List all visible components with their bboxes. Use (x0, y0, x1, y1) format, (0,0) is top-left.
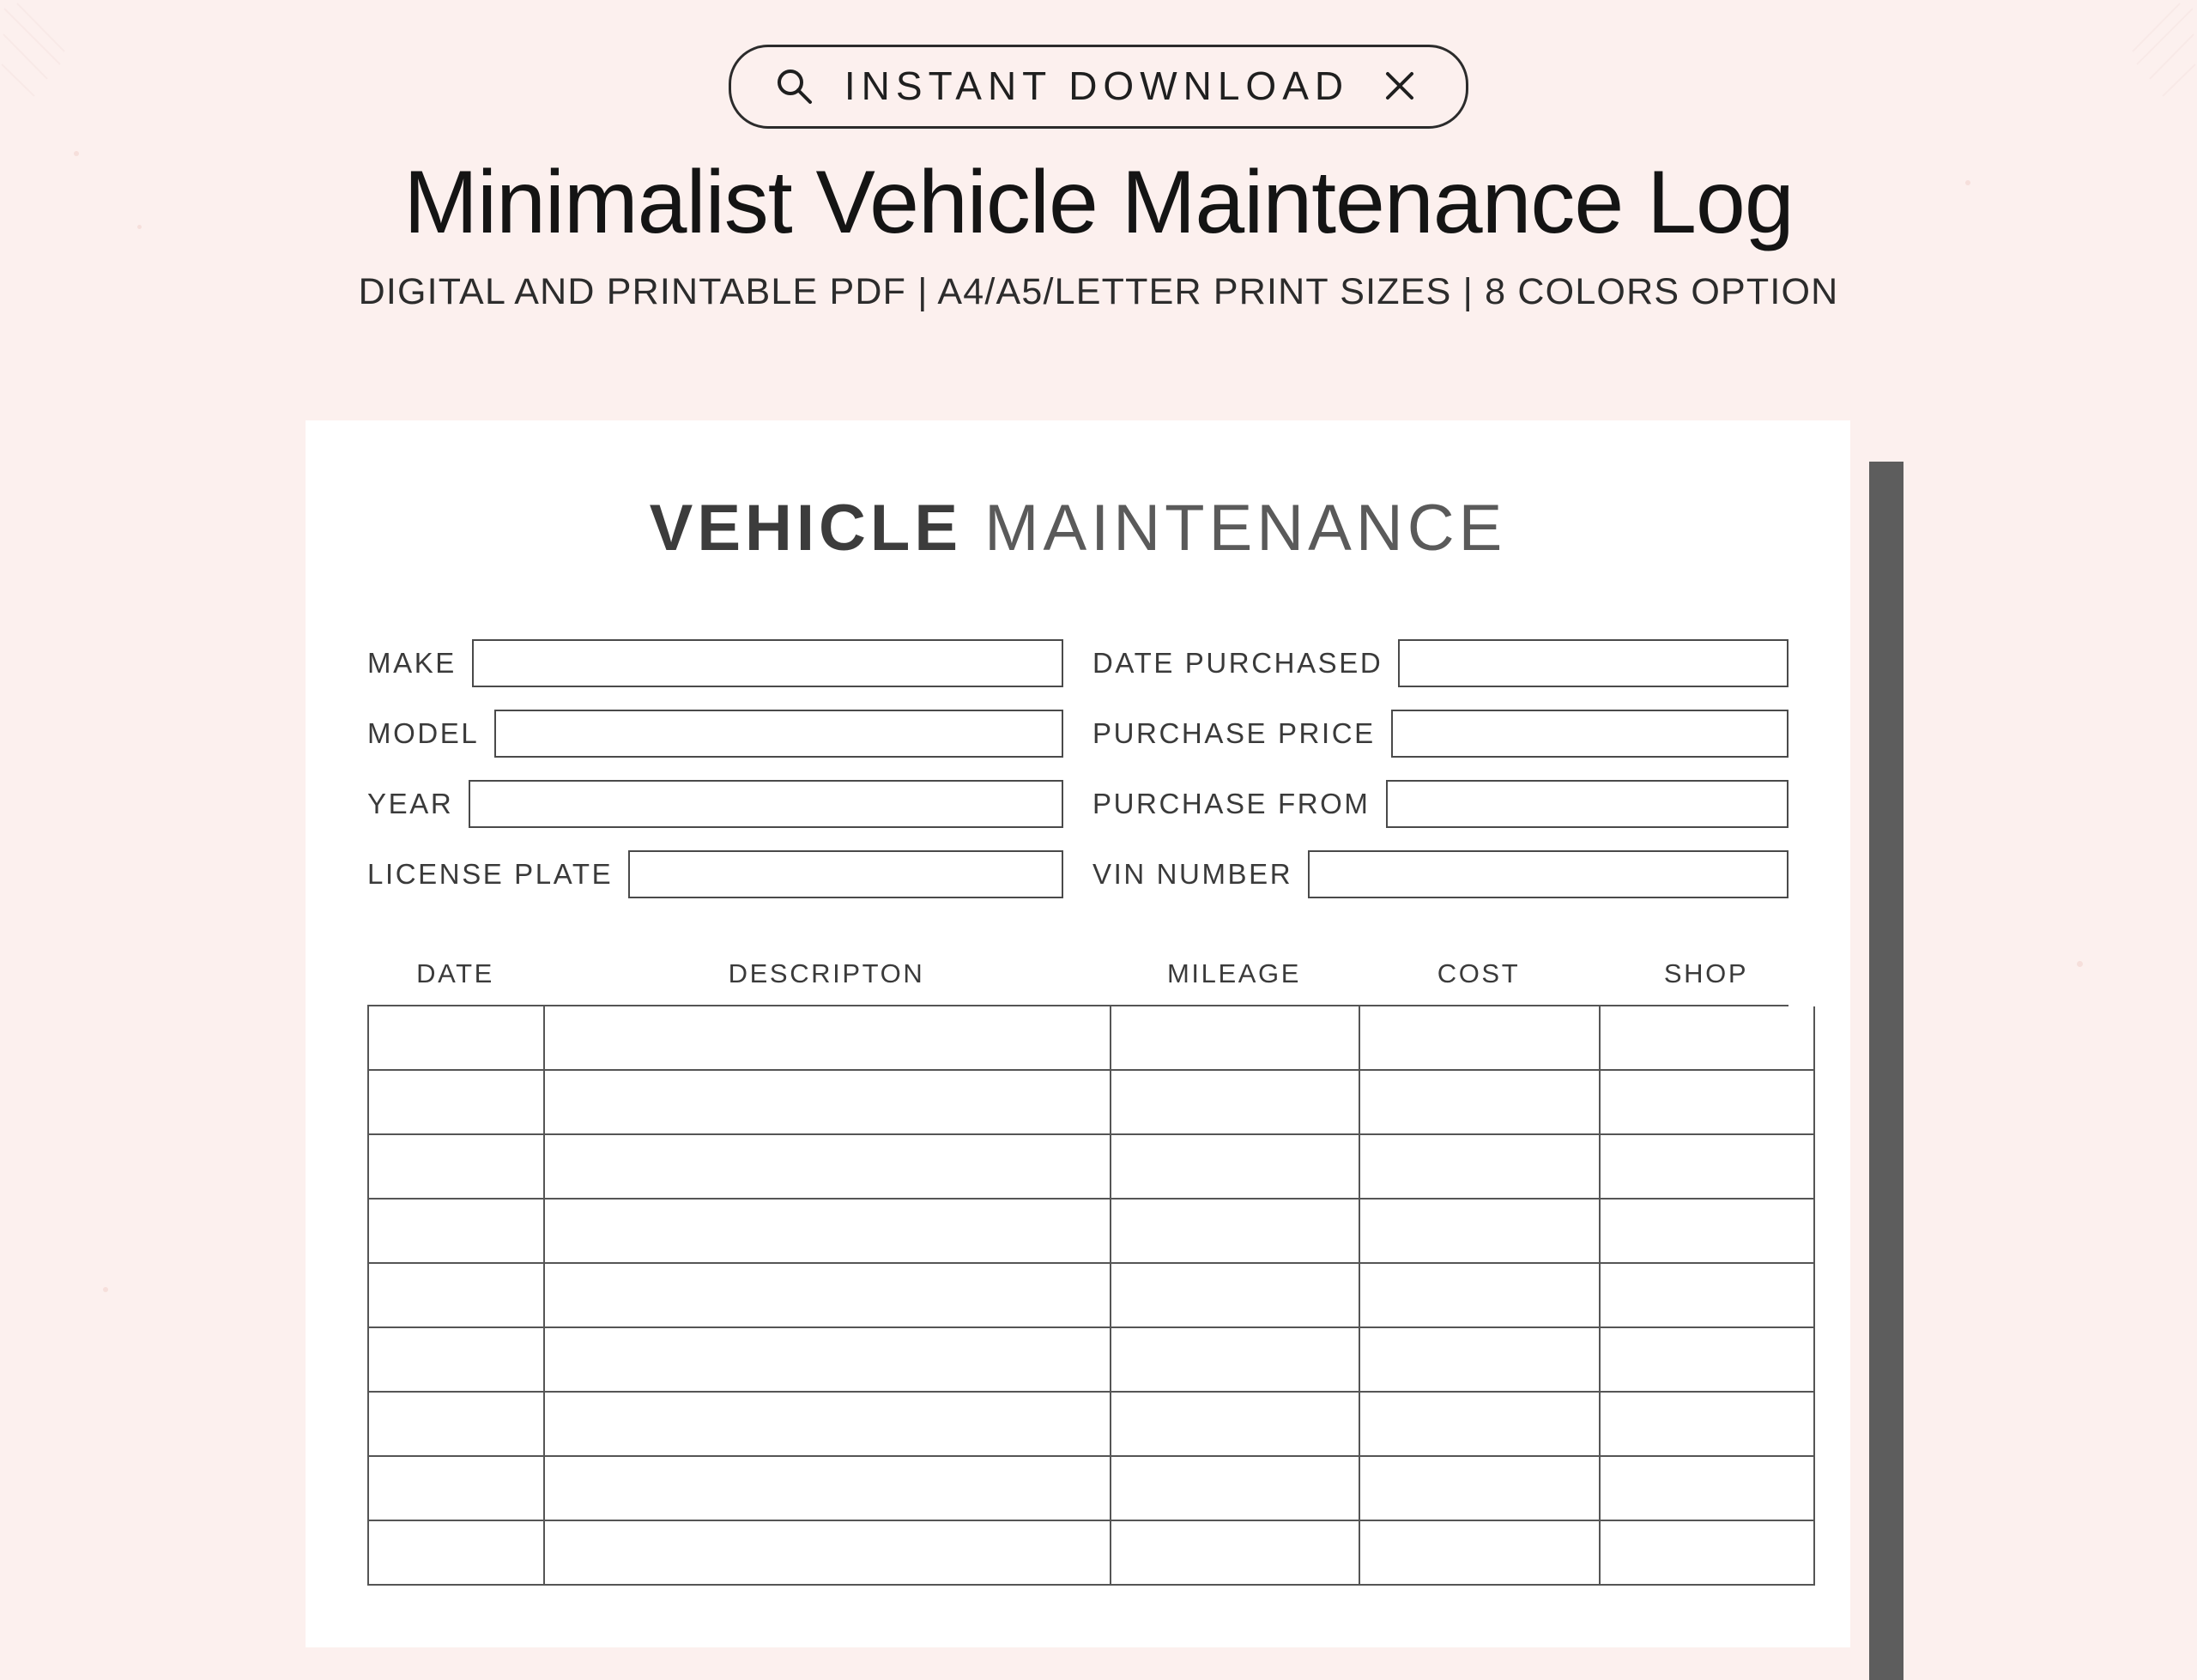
table-cell[interactable] (1601, 1264, 1815, 1328)
table-cell[interactable] (369, 1135, 545, 1200)
sheet-title (367, 491, 1788, 565)
column-header-shop: SHOP (1663, 958, 1749, 988)
license-plate-input[interactable] (628, 850, 1063, 898)
vehicle-maintenance-sheet (306, 420, 1850, 1647)
table-cell[interactable] (1601, 1200, 1815, 1264)
field-label: PURCHASE FROM (1092, 788, 1371, 819)
table-cell[interactable] (545, 1328, 1111, 1393)
field-license-plate (367, 850, 1063, 898)
table-cell[interactable] (1360, 1393, 1601, 1457)
column-header-date: DATE (416, 958, 494, 988)
table-cell[interactable] (545, 1393, 1111, 1457)
table-cell[interactable] (1601, 1457, 1815, 1521)
table-cell[interactable] (1601, 1135, 1815, 1200)
table-cell[interactable] (1111, 1393, 1360, 1457)
table-cell[interactable] (545, 1521, 1111, 1586)
field-date-purchased (1092, 639, 1788, 687)
field-model (367, 710, 1063, 758)
table-cell[interactable] (369, 1521, 545, 1586)
table-cell[interactable] (1601, 1328, 1815, 1393)
table-cell[interactable] (1360, 1457, 1601, 1521)
make-input[interactable] (472, 639, 1063, 687)
table-cell[interactable] (1601, 1071, 1815, 1135)
field-label: DATE PURCHASED (1092, 647, 1383, 679)
table-cell[interactable] (369, 1457, 545, 1521)
table-cell[interactable] (1601, 1006, 1815, 1071)
field-label: MODEL (367, 717, 480, 749)
background-speck (2077, 961, 2083, 967)
table-cell[interactable] (545, 1200, 1111, 1264)
table-cell[interactable] (369, 1071, 545, 1135)
year-input[interactable] (469, 780, 1063, 828)
printable-preview (306, 420, 1881, 1647)
table-cell[interactable] (1360, 1328, 1601, 1393)
close-icon[interactable] (1380, 66, 1419, 106)
model-input[interactable] (494, 710, 1063, 758)
field-label: PURCHASE PRICE (1092, 717, 1376, 749)
vin-number-input[interactable] (1308, 850, 1788, 898)
background-speck (103, 1287, 108, 1292)
search-icon (774, 66, 814, 106)
maintenance-table-body (367, 1005, 1788, 1586)
field-label: LICENSE PLATE (367, 858, 614, 890)
instant-download-badge[interactable] (729, 45, 1468, 129)
sheet-shadow (1869, 462, 1903, 1680)
listing-header (0, 0, 2197, 313)
column-header-mileage: MILEAGE (1166, 958, 1302, 988)
field-purchase-from (1092, 780, 1788, 828)
field-vin-number (1092, 850, 1788, 898)
instant-download-label: INSTANT DOWNLOAD (844, 63, 1350, 108)
table-cell[interactable] (1111, 1135, 1360, 1200)
table-cell[interactable] (1360, 1264, 1601, 1328)
purchase-from-input[interactable] (1386, 780, 1789, 828)
table-cell[interactable] (1111, 1264, 1360, 1328)
page-subtitle: DIGITAL AND PRINTABLE PDF | A4/A5/LETTER PRINT SIZES | 8 COLORS OPTION (358, 271, 1839, 313)
table-cell[interactable] (545, 1006, 1111, 1071)
sheet-title-light: MAINTENANCE (984, 492, 1507, 565)
column-header-description: DESCRIPTON (728, 958, 925, 988)
field-label: MAKE (367, 647, 457, 679)
table-cell[interactable] (369, 1006, 545, 1071)
table-cell[interactable] (1111, 1071, 1360, 1135)
maintenance-table-header (367, 958, 1788, 1005)
table-cell[interactable] (1111, 1457, 1360, 1521)
sheet-title-strong: VEHICLE (649, 492, 963, 565)
table-cell[interactable] (369, 1200, 545, 1264)
table-cell[interactable] (369, 1393, 545, 1457)
field-year (367, 780, 1063, 828)
table-cell[interactable] (1601, 1393, 1815, 1457)
table-cell[interactable] (1360, 1521, 1601, 1586)
table-cell[interactable] (1111, 1006, 1360, 1071)
field-label: VIN NUMBER (1092, 858, 1293, 890)
table-cell[interactable] (369, 1264, 545, 1328)
table-cell[interactable] (545, 1264, 1111, 1328)
table-cell[interactable] (1111, 1200, 1360, 1264)
vehicle-info-fields (367, 639, 1788, 898)
field-purchase-price (1092, 710, 1788, 758)
page-title: Minimalist Vehicle Maintenance Log (403, 153, 1794, 252)
table-cell[interactable] (1360, 1006, 1601, 1071)
column-header-cost: COST (1437, 958, 1521, 988)
field-label: YEAR (367, 788, 454, 819)
table-cell[interactable] (1360, 1135, 1601, 1200)
purchase-price-input[interactable] (1391, 710, 1788, 758)
table-cell[interactable] (1360, 1071, 1601, 1135)
date-purchased-input[interactable] (1398, 639, 1788, 687)
table-cell[interactable] (545, 1457, 1111, 1521)
field-make (367, 639, 1063, 687)
table-cell[interactable] (545, 1135, 1111, 1200)
table-cell[interactable] (1601, 1521, 1815, 1586)
table-cell[interactable] (545, 1071, 1111, 1135)
table-cell[interactable] (369, 1328, 545, 1393)
table-cell[interactable] (1111, 1521, 1360, 1586)
table-cell[interactable] (1111, 1328, 1360, 1393)
table-cell[interactable] (1360, 1200, 1601, 1264)
